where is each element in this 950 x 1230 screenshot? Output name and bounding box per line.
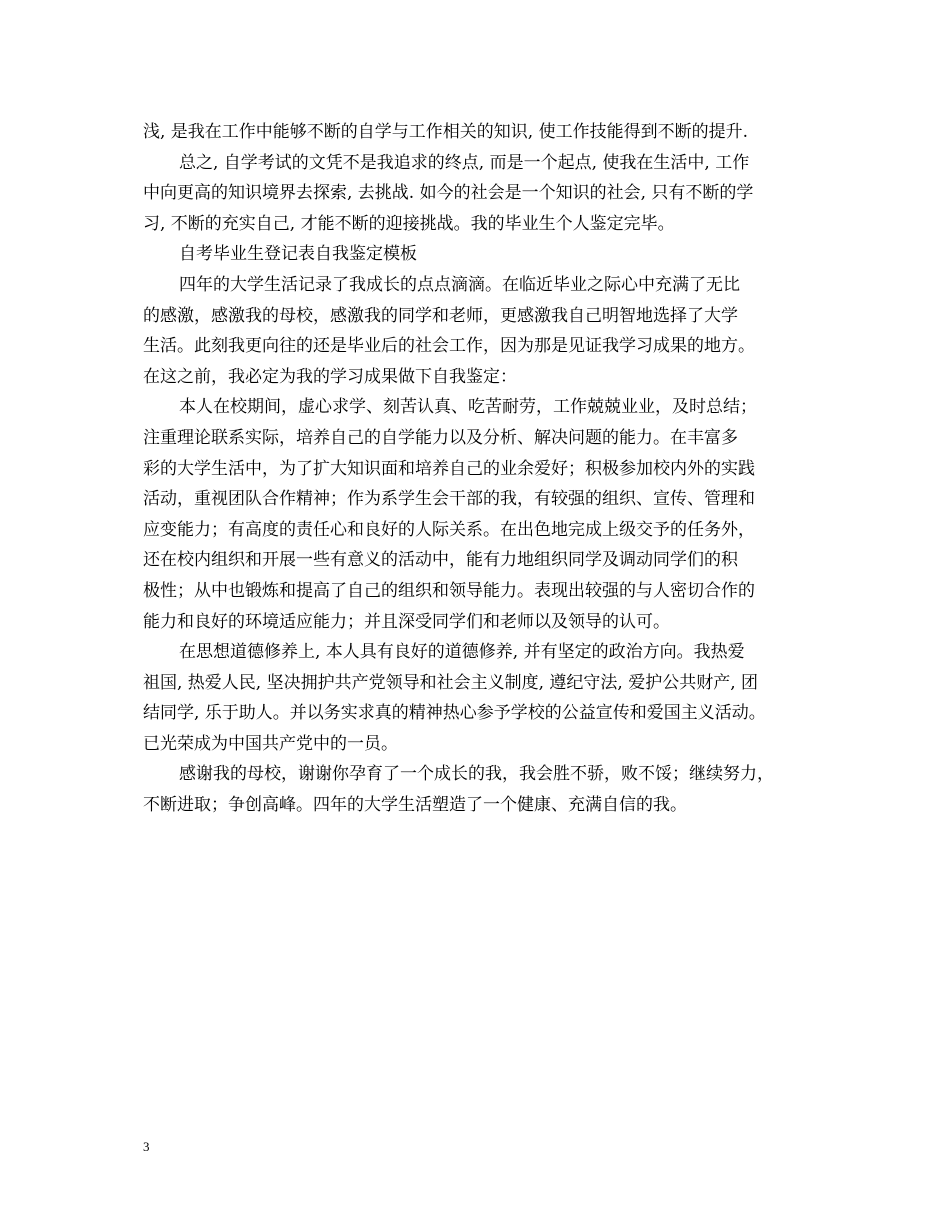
text-line: 本人在校期间，虚心求学、刻苦认真、吃苦耐劳，工作兢兢业业，及时总结； xyxy=(179,397,757,418)
text-line: 结同学, 乐于助人。并以务实求真的精神热心参予学校的公益宣传和爱国主义活动。 xyxy=(143,703,766,724)
text-line: 活动，重视团队合作精神；作为系学生会干部的我，有较强的组织、宣传、管理和 xyxy=(143,489,755,510)
text-line: 的感激，感激我的母校，感激我的同学和老师，更感激我自己明智地选择了大学 xyxy=(143,305,738,326)
text-line: 注重理论联系实际，培养自己的自学能力以及分析、解决问题的能力。在丰富多 xyxy=(143,427,738,448)
document-body xyxy=(143,117,823,821)
text-line: 彩的大学生活中，为了扩大知识面和培养自己的业余爱好；积极参加校内外的实践 xyxy=(143,458,755,479)
text-line: 浅, 是我在工作中能够不断的自学与工作相关的知识, 使工作技能得到不断的提升. xyxy=(143,122,749,142)
text-line: 感谢我的母校，谢谢你孕育了一个成长的我，我会胜不骄，败不馁；继续努力， xyxy=(179,764,774,785)
text-line: 还在校内组织和开展一些有意义的活动中，能有力地组织同学及调动同学们的积 xyxy=(143,550,738,571)
page-number: 3 xyxy=(143,1139,150,1154)
text-line: 四年的大学生活记录了我成长的点点滴滴。在临近毕业之际心中充满了无比 xyxy=(179,274,740,295)
text-line: 总之, 自学考试的文凭不是我追求的终点, 而是一个起点, 使我在生活中, 工作 xyxy=(179,152,750,173)
text-line: 习, 不断的充实自己, 才能不断的迎接挑战。我的毕业生个人鉴定完毕。 xyxy=(143,213,675,234)
text-line: 生活。此刻我更向往的还是毕业后的社会工作，因为那是见证我学习成果的地方。 xyxy=(143,336,755,357)
text-line: 不断进取；争创高峰。四年的大学生活塑造了一个健康、充满自信的我。 xyxy=(143,795,687,816)
text-line: 在思想道德修养上, 本人具有良好的道德修养, 并有坚定的政治方向。我热爱 xyxy=(179,642,745,663)
text-line: 应变能力；有高度的责任心和良好的人际关系。在出色地完成上级交予的任务外， xyxy=(143,519,755,540)
text-line: 极性；从中也锻炼和提高了自己的组织和领导能力。表现出较强的与人密切合作的 xyxy=(143,580,755,601)
text-line: 在这之前，我必定为我的学习成果做下自我鉴定： xyxy=(143,366,517,387)
text-line: 能力和良好的环境适应能力；并且深受同学们和老师以及领导的认可。 xyxy=(143,611,670,632)
text-line: 自考毕业生登记表自我鉴定模板 xyxy=(179,244,417,265)
text-line: 祖国, 热爱人民, 坚决拥护共产党领导和社会主义制度, 遵纪守法, 爱护公共财产, 团 xyxy=(143,672,759,693)
text-line: 中向更高的知识境界去探索, 去挑战. 如今的社会是一个知识的社会, 只有不断的学 xyxy=(143,183,754,204)
text-line: 已光荣成为中国共产党中的一员。 xyxy=(143,733,398,754)
